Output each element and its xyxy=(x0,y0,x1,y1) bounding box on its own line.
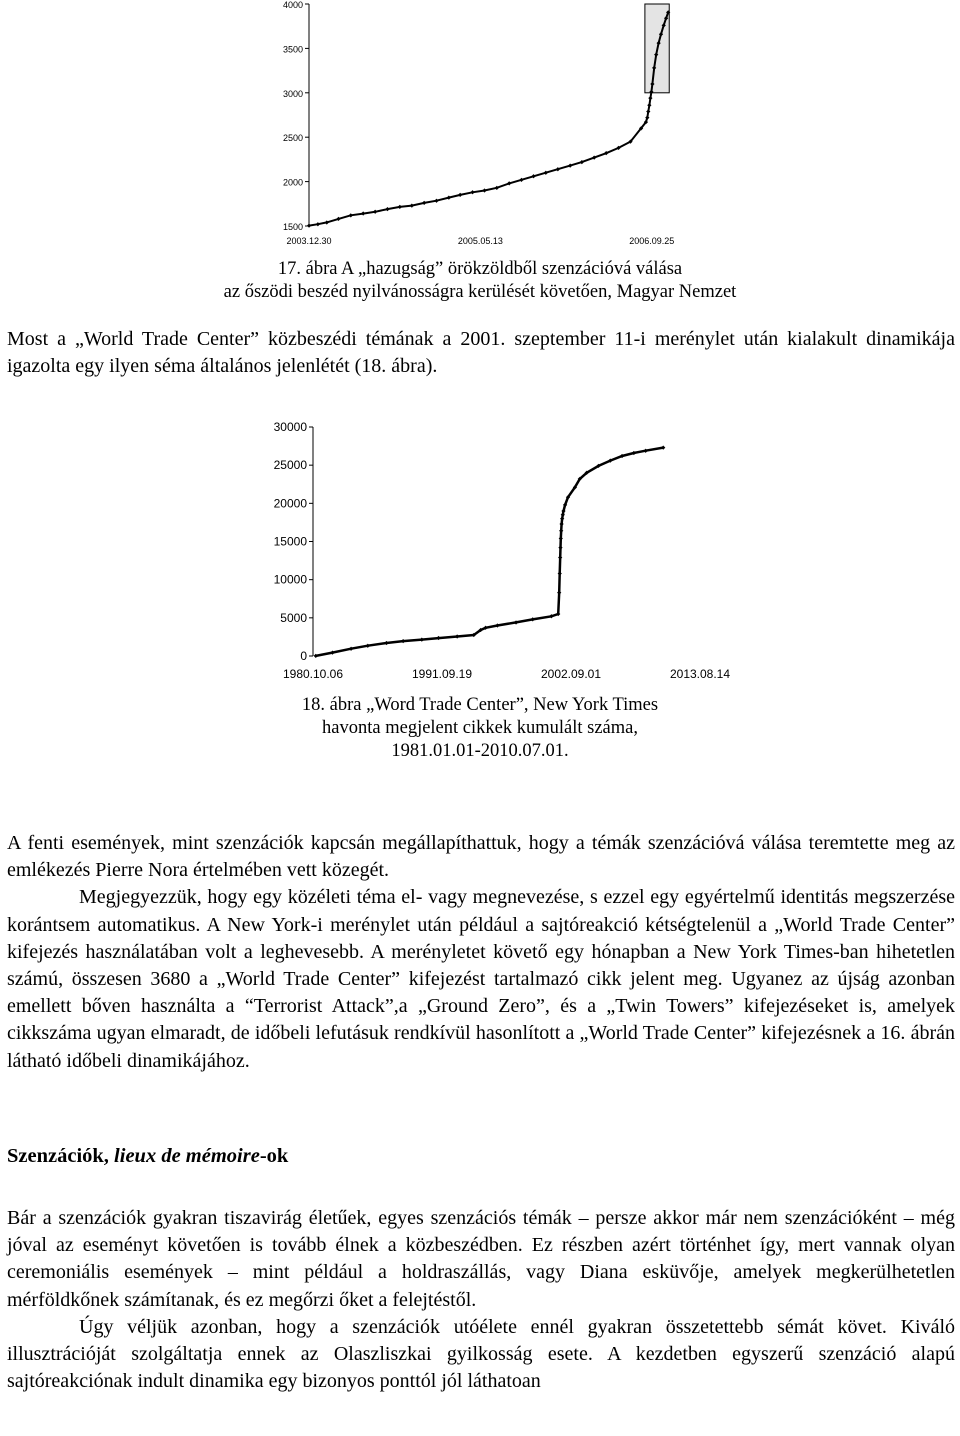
data-point xyxy=(482,188,486,192)
data-point xyxy=(559,529,563,533)
data-point xyxy=(455,634,459,638)
y-tick-label: 3500 xyxy=(282,44,303,55)
intro-text: Most a „World Trade Center” közbeszédi témának a 2001. szeptember 11-i merénylet után kialakult dinamikája igazolta egy ilyen séma általános jelenlétét (18. ábra). xyxy=(7,328,955,378)
data-point xyxy=(447,195,451,199)
data-point xyxy=(316,222,320,226)
fig17-caption-line2: az őszödi beszéd nyilvánosságra kerülését követően, Magyar Nemzet xyxy=(223,282,737,302)
data-point xyxy=(422,201,426,205)
data-point xyxy=(559,536,563,540)
data-point xyxy=(420,637,424,641)
fig18-caption xyxy=(0,694,960,763)
data-point xyxy=(558,555,562,559)
x-tick-label: 2002.09.01 xyxy=(540,667,602,681)
heading-part2: lieux de mémoire xyxy=(114,1145,260,1167)
x-tick-label: 1991.09.19 xyxy=(411,667,473,681)
data-point xyxy=(568,163,572,167)
data-point xyxy=(436,636,440,640)
fig17-caption-line1: 17. ábra A „hazugság” örökzöldből szenzációvá válása xyxy=(277,259,683,279)
chart-fig18 xyxy=(274,420,731,681)
series-line xyxy=(316,448,663,656)
paragraph-4: Úgy véljük azonban, hogy a szenzációk utóélete ennél gyakran összetettebb sémát követ. Kiváló illusztrációját szolgáltatja ennek az Olaszliszkai gyilkosság esete. A kezdetben egyszerű szenzáció alapú sajtóreakciónak indult dinamika egy bizonyos ponttól jól láthatoan xyxy=(7,1315,955,1393)
y-tick-label: 2000 xyxy=(282,177,303,188)
y-tick-label: 1500 xyxy=(282,222,303,232)
section-heading xyxy=(7,1145,288,1168)
paragraph-1: A fenti események, mint szenzációk kapcsán megállapíthattuk, hogy a témák szenzációvá válása teremtette meg az emlékezés Pierre Nora értelmében vett közegét. xyxy=(7,832,955,882)
data-point xyxy=(398,205,402,209)
data-point xyxy=(373,210,377,214)
data-point xyxy=(646,109,650,113)
y-tick-label: 25000 xyxy=(273,458,307,473)
data-point xyxy=(307,223,311,227)
fig17-caption xyxy=(0,258,960,304)
y-tick-label: 10000 xyxy=(273,572,307,587)
x-tick-label: 1980.10.06 xyxy=(282,667,344,681)
body-block-1 xyxy=(7,830,955,1075)
data-point xyxy=(558,545,562,549)
paragraph-2: Megjegyezzük, hogy egy közéleti téma el- vagy megnevezése, s ezzel egy egyértelmű identitás megszerzése korántsem automatikus. A New York-i merénylet után például a sajtóreakció kétségtelenül a „World Trade Center” kifejezés használatában volt a leghevesebb. A merényletet követő egy hónapban a New York Times-ban hihetetlen számú, összesen 3680 a „World Trade Center” kifejezést tartalmazó cikk jelent meg. Ugyanez az újság azonban emellett bőven használta a “Terrorist Attack”,a „Ground Zero”, és a „Twin Towers” kifejezéseket is, amelyek cikkszáma ugyan elmaradt, de időbeli lefutásuk rendkívül hasonlított a „World Trade Center” kifejezésnek a 16. ábrán látható időbeli dinamikájához. xyxy=(7,886,955,1072)
x-tick-label: 2013.08.14 xyxy=(669,667,731,681)
data-point xyxy=(410,203,414,207)
data-point xyxy=(470,190,474,194)
data-point xyxy=(559,522,563,526)
x-tick-label: 2005.05.13 xyxy=(457,236,503,246)
y-tick-label: 2500 xyxy=(282,133,303,144)
paragraph-3: Bár a szenzációk gyakran tiszavirág életűek, egyes szenzációs témák – persze akkor már nem szenzációként – még jóval az eseményt követően is tovább élnek a közbeszédben. Ez részben azért történhet így, mert vannak olyan ceremoniális események – mint például a holdraszállás, vagy Diana esküvője, amelyek megkerülhetetlen mérföldkőnek számítanak, és ez megőrzi őket a felejtéstől. xyxy=(7,1207,955,1311)
heading-part3: -ok xyxy=(259,1145,289,1167)
y-tick-label: 30000 xyxy=(273,420,307,434)
data-point xyxy=(401,639,405,643)
data-point xyxy=(349,213,353,217)
x-tick-label: 2003.12.30 xyxy=(286,236,332,246)
series-line xyxy=(309,12,668,225)
y-tick-label: 5000 xyxy=(280,610,307,625)
y-tick-label: 15000 xyxy=(273,534,307,549)
data-point xyxy=(647,103,651,107)
data-point xyxy=(458,193,462,197)
body-block-2 xyxy=(7,1205,955,1395)
data-point xyxy=(648,96,652,100)
chart-fig17 xyxy=(283,0,674,246)
intro-paragraph xyxy=(7,326,955,380)
x-tick-label: 2006.09.25 xyxy=(629,236,675,246)
data-point xyxy=(557,591,561,595)
fig18-caption-line3: 1981.01.01-2010.07.01. xyxy=(391,741,569,761)
y-tick-label: 3000 xyxy=(282,88,303,99)
data-point xyxy=(361,211,365,215)
y-tick-label: 20000 xyxy=(273,496,307,511)
fig18-caption-line2: havonta megjelent cikkek kumulált száma, xyxy=(322,718,638,738)
data-point xyxy=(558,571,562,575)
data-point xyxy=(385,207,389,211)
heading-part1: Szenzációk, xyxy=(7,1145,115,1167)
y-tick-label: 0 xyxy=(300,649,307,663)
fig18-caption-line1: 18. ábra „Word Trade Center”, New York Times xyxy=(301,695,659,715)
y-tick-label: 4000 xyxy=(282,0,303,10)
data-point xyxy=(434,199,438,203)
